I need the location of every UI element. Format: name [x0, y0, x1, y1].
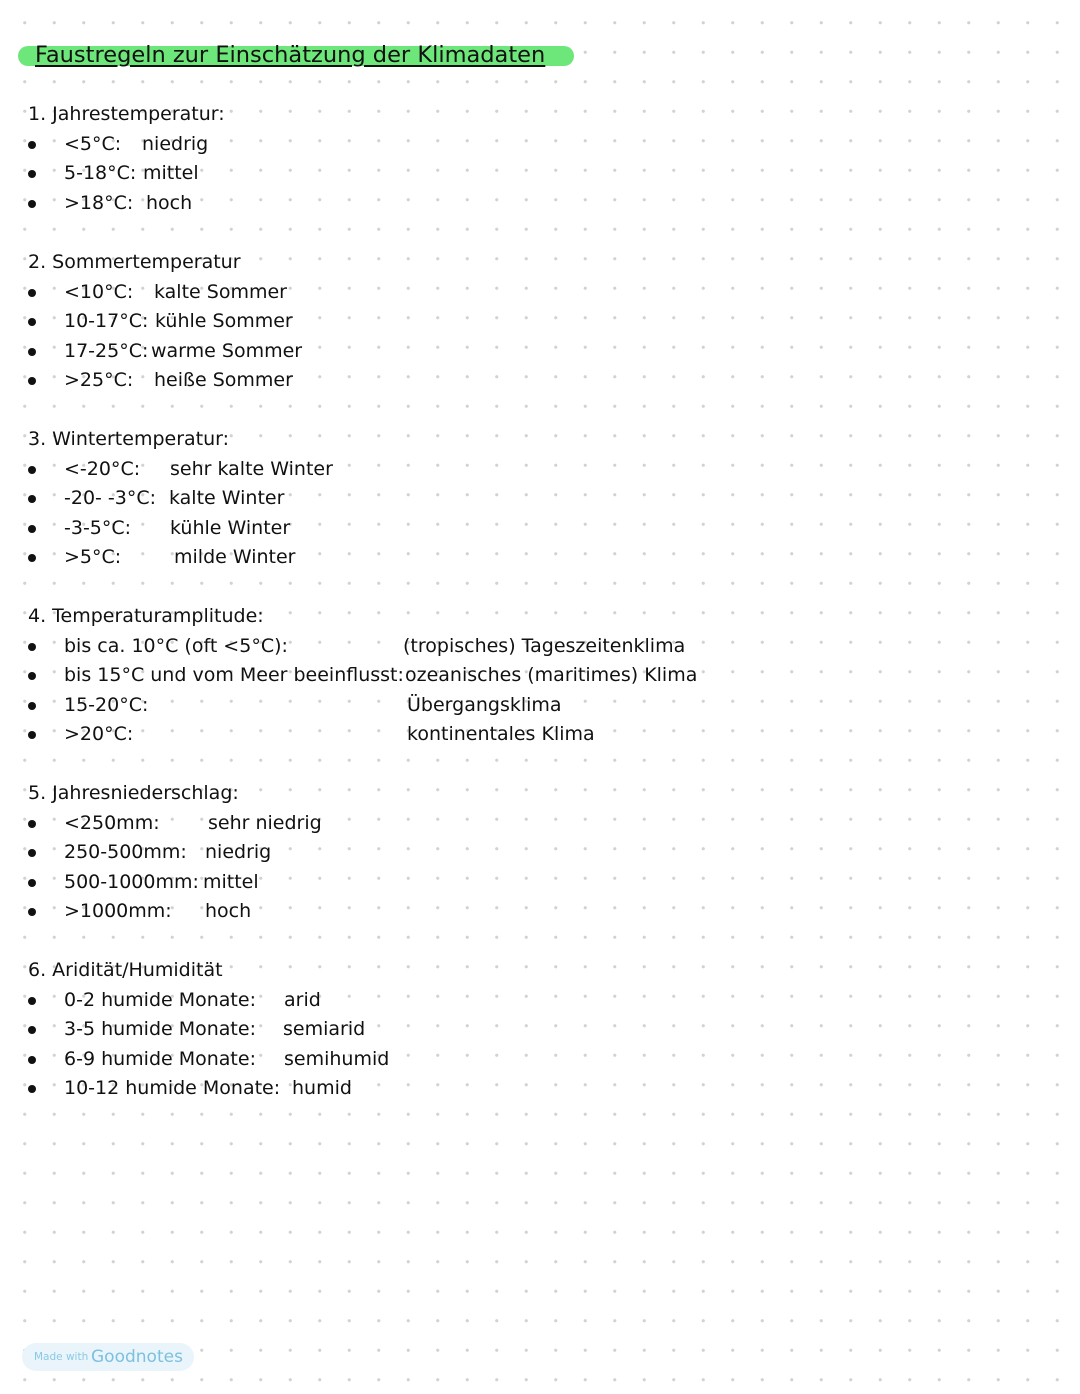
title-block: [18, 40, 545, 72]
bullet-icon: [28, 495, 36, 503]
item-range: <5°C:: [64, 132, 122, 155]
list-item: [28, 897, 252, 927]
item-range: >18°C:: [64, 191, 134, 214]
bullet-icon: [28, 997, 36, 1005]
item-range: 15-20°C:: [64, 693, 149, 716]
bullet-icon: [28, 849, 36, 857]
item-label: kalte Winter: [169, 487, 285, 509]
item-range: 250-500mm:: [64, 841, 187, 863]
list-item: [28, 543, 296, 573]
section-heading: 5. Jahresniederschlag:: [28, 782, 239, 804]
item-label: humid: [292, 1077, 352, 1099]
bullet-icon: [28, 672, 36, 680]
bullet-icon: [28, 702, 36, 710]
item-range: 5-18°C:: [64, 162, 137, 184]
item-range: >1000mm:: [64, 900, 172, 922]
bullet-icon: [28, 879, 36, 887]
list-item: [28, 159, 225, 189]
page-title: Faustregeln zur Einschätzung der Klimadaten: [35, 42, 546, 68]
list-item: [28, 366, 293, 396]
bullet-icon: [28, 318, 36, 326]
list-item: [28, 720, 595, 750]
goodnotes-logo: Goodnotes: [91, 1347, 183, 1367]
item-range: <250mm:: [64, 811, 160, 834]
bullet-icon: [28, 377, 36, 385]
item-label: heiße Sommer: [154, 369, 293, 391]
made-with-goodnotes-badge[interactable]: [22, 1343, 194, 1371]
item-label: kühle Winter: [170, 516, 291, 539]
item-label: (tropisches) Tageszeitenklima: [403, 634, 686, 657]
section-heading: 1. Jahrestemperatur:: [28, 103, 225, 125]
section-winter-temperature: [28, 425, 333, 573]
list-item: [28, 484, 285, 514]
list-item: [28, 307, 293, 337]
list-item: [28, 1015, 366, 1045]
section-summer-temperature: [28, 248, 303, 396]
bullet-icon: [28, 908, 36, 916]
item-label: niedrig: [142, 132, 209, 155]
bullet-icon: [28, 820, 36, 828]
bullet-icon: [28, 1026, 36, 1034]
bullet-icon: [28, 348, 36, 356]
item-range: >20°C:: [64, 723, 134, 745]
item-range: 6-9 humide Monate:: [64, 1047, 256, 1070]
item-label: arid: [284, 988, 321, 1011]
item-range: 10-12 humide Monate:: [64, 1077, 281, 1099]
list-item: [28, 130, 225, 160]
item-label: kühle Sommer: [155, 310, 293, 332]
item-label: hoch: [205, 900, 252, 922]
item-range: 10-17°C:: [64, 310, 149, 332]
bullet-icon: [28, 170, 36, 178]
item-label: ozeanisches (maritimes) Klima: [405, 664, 698, 686]
item-range: >5°C:: [64, 546, 122, 568]
item-label: hoch: [146, 191, 193, 214]
item-label: niedrig: [205, 841, 272, 863]
section-heading: 6. Aridität/Humidität: [28, 959, 223, 981]
list-item: [28, 455, 333, 485]
bullet-icon: [28, 525, 36, 533]
bullet-icon: [28, 554, 36, 562]
bullet-icon: [28, 466, 36, 474]
item-label: Übergangsklima: [407, 693, 562, 716]
list-item: [28, 809, 322, 839]
bullet-icon: [28, 731, 36, 739]
item-range: bis 15°C und vom Meer beeinflusst:: [64, 664, 404, 686]
section-heading: 3. Wintertemperatur:: [28, 428, 230, 450]
badge-prefix: Made with: [34, 1351, 89, 1363]
list-item: [28, 632, 686, 662]
list-item: [28, 1045, 390, 1075]
item-range: 3-5 humide Monate:: [64, 1018, 256, 1040]
section-annual-precipitation: [28, 779, 322, 927]
section-annual-temperature: [28, 100, 225, 218]
section-aridity-humidity: [28, 956, 390, 1104]
item-label: sehr kalte Winter: [170, 457, 333, 480]
item-range: 500-1000mm:: [64, 870, 199, 893]
list-item: [28, 838, 272, 868]
section-heading: 2. Sommertemperatur: [28, 251, 241, 273]
list-item: [28, 691, 562, 721]
item-label: semiarid: [283, 1018, 366, 1040]
item-label: kontinentales Klima: [407, 723, 595, 745]
item-range: >25°C:: [64, 369, 134, 391]
item-label: semihumid: [284, 1047, 390, 1070]
item-range: 0-2 humide Monate:: [64, 988, 256, 1011]
item-range: 17-25°C:: [64, 339, 149, 362]
list-item: [28, 189, 225, 219]
item-range: -3-5°C:: [64, 516, 132, 539]
item-range: <-20°C:: [64, 457, 141, 480]
item-label: milde Winter: [174, 546, 296, 568]
list-item: [28, 986, 321, 1016]
item-label: kalte Sommer: [154, 280, 287, 303]
list-item: [28, 514, 291, 544]
section-heading: 4. Temperaturamplitude:: [28, 605, 264, 627]
item-range: bis ca. 10°C (oft <5°C):: [64, 634, 288, 657]
item-range: <10°C:: [64, 280, 134, 303]
bullet-icon: [28, 289, 36, 297]
bullet-icon: [28, 643, 36, 651]
list-item: [28, 868, 259, 898]
item-label: warme Sommer: [151, 339, 303, 362]
list-item: [28, 1074, 352, 1104]
list-item: [28, 337, 303, 367]
item-label: mittel: [203, 870, 259, 893]
list-item: [28, 661, 698, 691]
bullet-icon: [28, 200, 36, 208]
bullet-icon: [28, 1085, 36, 1093]
bullet-icon: [28, 141, 36, 149]
item-label: sehr niedrig: [208, 811, 322, 834]
list-item: [28, 278, 287, 308]
bullet-icon: [28, 1056, 36, 1064]
item-range: -20- -3°C:: [64, 487, 157, 509]
section-temperature-amplitude: [28, 602, 698, 750]
item-label: mittel: [143, 162, 199, 184]
